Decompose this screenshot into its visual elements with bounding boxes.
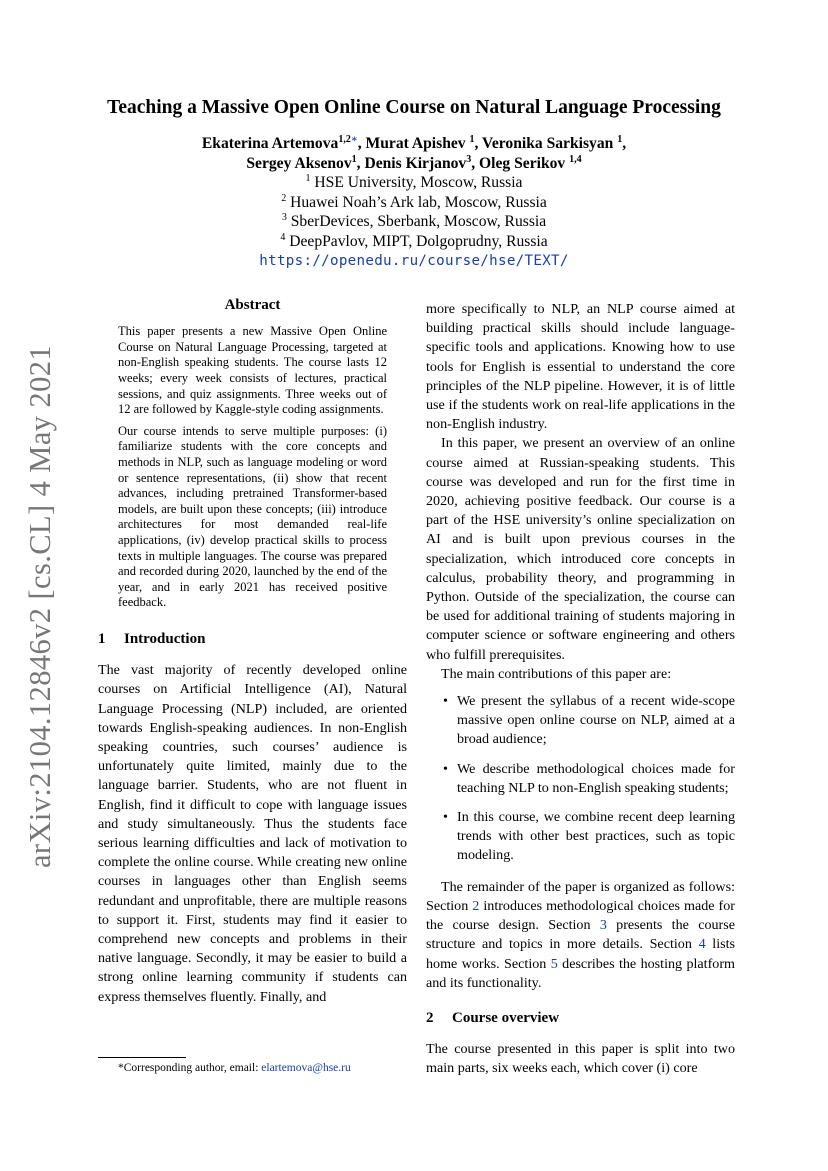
section-number: 2 <box>426 1009 434 1026</box>
intro-paragraph-3: The main contributions of this paper are: <box>441 665 672 682</box>
affiliation-text: Huawei Noah’s Ark lab, Moscow, Russia <box>286 193 547 211</box>
arxiv-identifier-stamp <box>21 344 61 868</box>
footnote-mark: * <box>118 1062 124 1074</box>
course-overview-paragraph-1: The course presented in this paper is split into two main parts, six weeks each, which cover (i) core <box>426 1041 735 1077</box>
intro-paragraph-4 <box>426 878 735 993</box>
affiliation-text: DeepPavlov, MIPT, Dolgoprudny, Russia <box>285 232 548 250</box>
affiliation-3 <box>0 212 828 232</box>
section-2-heading <box>426 1009 735 1028</box>
affiliation-2 <box>0 193 828 213</box>
abstract-heading: Abstract <box>224 297 281 313</box>
text-run: introduces methodological choices made for the course design. Section <box>426 897 735 934</box>
author-name: , Murat Apishev <box>357 135 470 152</box>
author-affiliation-mark: 1 <box>469 133 475 145</box>
course-url-link[interactable]: https://openedu.ru/course/hse/TEXT/ <box>259 253 569 269</box>
intro-paragraph-2: In this paper, we present an overview of an online course aimed at Russian-speaking students. This course was developed and run for the first time in 2020, achieving positive feedback. Our course is a part of the HSE university’s online specialization on AI and is built upon previous courses in the specialization, which introduced core concepts in calculus, probability theory, and programming in Python. Outside of the specialization, the course can be used for additional training of students majoring in computer science or software engineering and others who fulfill prerequisites. <box>426 435 735 663</box>
affiliation-text: HSE University, Moscow, Russia <box>310 174 523 191</box>
author-name: , Oleg Serikov <box>471 154 570 172</box>
text-run: lists home works. Section <box>426 936 735 972</box>
text-run: describes the hosting platform and its functionality. <box>426 955 735 991</box>
author-block <box>0 134 828 272</box>
corresponding-author-mark[interactable]: ∗ <box>350 133 358 145</box>
right-column <box>426 300 735 1079</box>
affiliation-mark: 1 <box>305 172 311 184</box>
abstract-paragraph-2: Our course intends to serve multiple purposes: (i) familiarize students with the core concepts and methods in NLP, such as language modeling or word or sentence representations, (ii) show that recent advances, including pretrained Transformer-based models, are built upon these concepts; (iii) introduce architectures for most demanded real-life applications, (iv) develop practical skills to process texts in multiple languages. The course was prepared and recorded during 2020, launched by the end of the year, and in early 2021 has received positive feedback. <box>118 423 387 610</box>
author-affiliation-mark: 1,4 <box>569 153 582 165</box>
affiliation-mark: 3 <box>281 211 287 223</box>
section-title: Course overview <box>452 1009 560 1026</box>
text-run: presents the course structure and topics in more details. Section <box>426 917 735 953</box>
author-name: Ekaterina Artemova <box>201 135 339 152</box>
footnote-email-link[interactable]: elartemova@hse.ru <box>261 1062 351 1074</box>
section-1-heading <box>98 630 407 649</box>
section-2-reference-link[interactable]: 2 <box>472 897 480 914</box>
affiliation-mark: 4 <box>280 231 286 243</box>
section-4-reference-link[interactable]: 4 <box>698 936 706 953</box>
list-item: • In this course, we combine recent deep learning trends with other best practices, such as topic modeling. <box>426 808 735 866</box>
author-affiliation-mark: 1,2 <box>338 133 351 145</box>
author-name: Sergey Aksenov <box>246 154 352 172</box>
author-affiliation-mark: 1 <box>351 153 357 165</box>
affiliation-text: SberDevices, Sberbank, Moscow, Russia <box>286 213 547 230</box>
abstract-paragraph-1: This paper presents a new Massive Open Online Course on Natural Language Processing, targeted at non-English speaking students. The course lasts 12 weeks; every week consists of lectures, practical sessions, and quiz assignments. Three weeks out of 12 are followed by Kaggle-style coding assignments. <box>118 324 387 417</box>
section-5-reference-link[interactable]: 5 <box>550 955 558 972</box>
course-url-line <box>0 251 828 272</box>
affiliation-4 <box>0 232 828 252</box>
text-run: The remainder of the paper is organized as follows: Section <box>426 878 735 914</box>
list-item: • We present the syllabus of a recent wide-scope massive open online course on NLP, aimed at a broad audience; <box>426 692 735 750</box>
list-item: • We describe methodological choices made for teaching NLP to non-English speaking students; <box>426 760 735 798</box>
footnote <box>118 1061 351 1075</box>
intro-paragraph-1: The vast majority of recently developed online courses on Artificial Intelligence (AI), Natural Language Processing (NLP) included, are oriented towards English-speaking audiences. In non-English speaking countries, such courses’ audience is unfortunately quite limited, mainly due to the language barrier. Students, who are not fluent in English, find it difficult to cope with language issues and study simultaneously. Thus the students face serious learning difficulties and lack of motivation to complete the online course. While creating new online courses in languages other than English seems redundant and unprofitable, there are multiple reasons to support it. First, students may find it easier to comprehend new concepts and problems in their native language. Secondly, it may be easier to build a strong online learning community if students can express themselves fluently. Finally, and <box>98 662 407 1005</box>
section-title: Introduction <box>124 630 206 647</box>
abstract-body <box>118 324 387 611</box>
author-line-1 <box>0 134 828 154</box>
footnote-divider <box>98 1057 186 1058</box>
section-3-reference-link[interactable]: 3 <box>599 917 607 934</box>
affiliation-1 <box>0 173 828 193</box>
author-line-2 <box>0 154 828 174</box>
author-separator: , <box>622 135 627 152</box>
author-name: , Veronika Sarkisyan <box>474 135 618 152</box>
contributions-list <box>426 692 735 866</box>
author-affiliation-mark: 1 <box>617 133 623 145</box>
arxiv-stamp-text: arXiv:2104.12846v2 [cs.CL] 4 May 2021 <box>23 344 58 868</box>
author-name: , Denis Kirjanov <box>356 154 467 172</box>
footnote-text: Corresponding author, email: <box>123 1062 262 1074</box>
paper-title: Teaching a Massive Open Online Course on Natural Language Processing <box>107 97 721 118</box>
author-affiliation-mark: 3 <box>466 153 472 165</box>
intro-paragraph-1-continued: more specifically to NLP, an NLP course aimed at building practical skills should include language-specific tools and applications. Knowing how to use tools for English is essential to understand the core principles of the NLP pipeline. However, it is of little use if the students work on real-life applications in the non-English industry. <box>426 301 735 433</box>
left-column <box>98 296 407 1007</box>
affiliation-mark: 2 <box>281 192 287 204</box>
section-number: 1 <box>98 630 106 647</box>
